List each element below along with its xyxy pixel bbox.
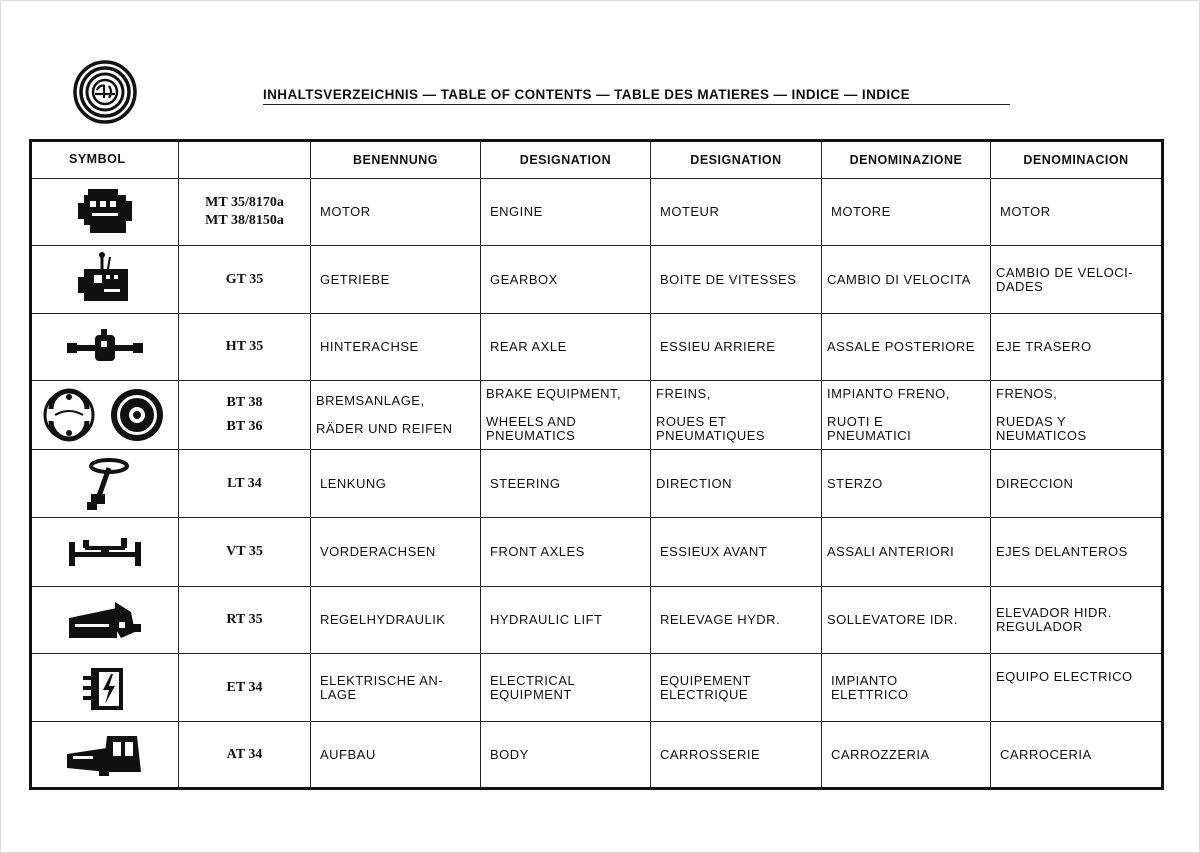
electrical-icon — [79, 662, 131, 714]
section-code-cell: HT 35 — [179, 314, 311, 381]
column-header-spanish: DENOMINACION — [991, 141, 1163, 179]
spanish-cell: CAMBIO DE VELOCI- DADES — [991, 246, 1163, 314]
column-header-italian: DENOMINAZIONE — [822, 141, 991, 179]
column-header-english: DESIGNATION — [481, 141, 651, 179]
column-header-symbol: SYMBOL — [31, 141, 179, 179]
column-header-french: DESIGNATION — [651, 141, 822, 179]
table-row — [31, 246, 1163, 314]
symbol-cell — [31, 314, 179, 381]
german-cell: LENKUNG — [311, 450, 481, 518]
steering-wheel-icon — [79, 456, 131, 512]
french-cell: RELEVAGE HYDR. — [651, 587, 822, 654]
german-cell: REGELHYDRAULIK — [311, 587, 481, 654]
german-cell: AUFBAU — [311, 722, 481, 789]
german-cell: VORDERACHSEN — [311, 518, 481, 587]
symbol-cell — [31, 587, 179, 654]
english-cell: BRAKE EQUIPMENT, WHEELS AND PNEUMATICS — [481, 381, 651, 450]
italian-cell: ASSALI ANTERIORI — [822, 518, 991, 587]
english-cell: GEARBOX — [481, 246, 651, 314]
french-cell: DIRECTION — [651, 450, 822, 518]
table-row — [31, 654, 1163, 722]
english-cell: REAR AXLE — [481, 314, 651, 381]
english-cell: STEERING — [481, 450, 651, 518]
section-code-cell: VT 35 — [179, 518, 311, 587]
french-cell: MOTEUR — [651, 179, 822, 246]
french-cell: EQUIPEMENT ELECTRIQUE — [651, 654, 822, 722]
column-header-german: BENENNUNG — [311, 141, 481, 179]
english-cell: BODY — [481, 722, 651, 789]
italian-cell: MOTORE — [822, 179, 991, 246]
engine-icon — [74, 185, 136, 239]
brand-logo — [73, 60, 137, 124]
symbol-cell — [31, 246, 179, 314]
symbol-cell — [31, 381, 179, 450]
italian-cell: SOLLEVATORE IDR. — [822, 587, 991, 654]
symbol-cell — [31, 722, 179, 789]
tractor-body-icon — [63, 732, 147, 778]
english-cell: ELECTRICAL EQUIPMENT — [481, 654, 651, 722]
italian-cell: IMPIANTO FRENO, RUOTI E PNEUMATICI — [822, 381, 991, 450]
section-code-cell: BT 38 BT 36 — [179, 381, 311, 450]
french-cell: ESSIEU ARRIERE — [651, 314, 822, 381]
contents-table — [29, 139, 1164, 790]
spanish-cell: ELEVADOR HIDR. REGULADOR — [991, 587, 1163, 654]
french-cell: BOITE DE VITESSES — [651, 246, 822, 314]
page-title: INHALTSVERZEICHNIS — TABLE OF CONTENTS — TABLE DES MATIERES — INDICE — INDICE — [263, 87, 1010, 105]
french-cell: FREINS, ROUES ET PNEUMATIQUES — [651, 381, 822, 450]
symbol-cell — [31, 450, 179, 518]
italian-cell: CAMBIO DI VELOCITA — [822, 246, 991, 314]
table-row — [31, 381, 1163, 450]
spanish-cell: EJES DELANTEROS — [991, 518, 1163, 587]
table-header-row — [31, 141, 1163, 179]
section-code-cell: GT 35 — [179, 246, 311, 314]
french-cell: CARROSSERIE — [651, 722, 822, 789]
italian-cell: ASSALE POSTERIORE — [822, 314, 991, 381]
italian-cell: CARROZZERIA — [822, 722, 991, 789]
german-cell: HINTERACHSE — [311, 314, 481, 381]
table-row — [31, 722, 1163, 789]
section-code-cell: LT 34 — [179, 450, 311, 518]
spanish-cell: DIRECCION — [991, 450, 1163, 518]
section-code-cell: RT 35 — [179, 587, 311, 654]
section-code-cell: MT 35/8170a MT 38/8150a — [179, 179, 311, 246]
german-cell: BREMSANLAGE, RÄDER UND REIFEN — [311, 381, 481, 450]
italian-cell: IMPIANTO ELETTRICO — [822, 654, 991, 722]
symbol-cell — [31, 654, 179, 722]
rear-axle-icon — [65, 327, 145, 367]
symbol-cell — [31, 179, 179, 246]
column-header-code — [179, 141, 311, 179]
gearbox-icon — [74, 251, 136, 309]
german-cell: MOTOR — [311, 179, 481, 246]
table-row — [31, 518, 1163, 587]
english-cell: ENGINE — [481, 179, 651, 246]
front-axle-icon — [65, 534, 145, 570]
section-code-cell: AT 34 — [179, 722, 311, 789]
brakes-wheels-icon — [41, 387, 169, 443]
table-row — [31, 314, 1163, 381]
symbol-cell — [31, 518, 179, 587]
table-row — [31, 587, 1163, 654]
english-cell: HYDRAULIC LIFT — [481, 587, 651, 654]
german-cell: ELEKTRISCHE AN- LAGE — [311, 654, 481, 722]
spanish-cell: EJE TRASERO — [991, 314, 1163, 381]
spanish-cell: MOTOR — [991, 179, 1163, 246]
spanish-cell: CARROCERIA — [991, 722, 1163, 789]
french-cell: ESSIEUX AVANT — [651, 518, 822, 587]
table-row — [31, 179, 1163, 246]
hydraulic-lift-icon — [65, 598, 145, 642]
german-cell: GETRIEBE — [311, 246, 481, 314]
spanish-cell: FRENOS, RUEDAS Y NEUMATICOS — [991, 381, 1163, 450]
italian-cell: STERZO — [822, 450, 991, 518]
table-row — [31, 450, 1163, 518]
english-cell: FRONT AXLES — [481, 518, 651, 587]
section-code-cell: ET 34 — [179, 654, 311, 722]
spanish-cell: EQUIPO ELECTRICO — [991, 654, 1163, 722]
